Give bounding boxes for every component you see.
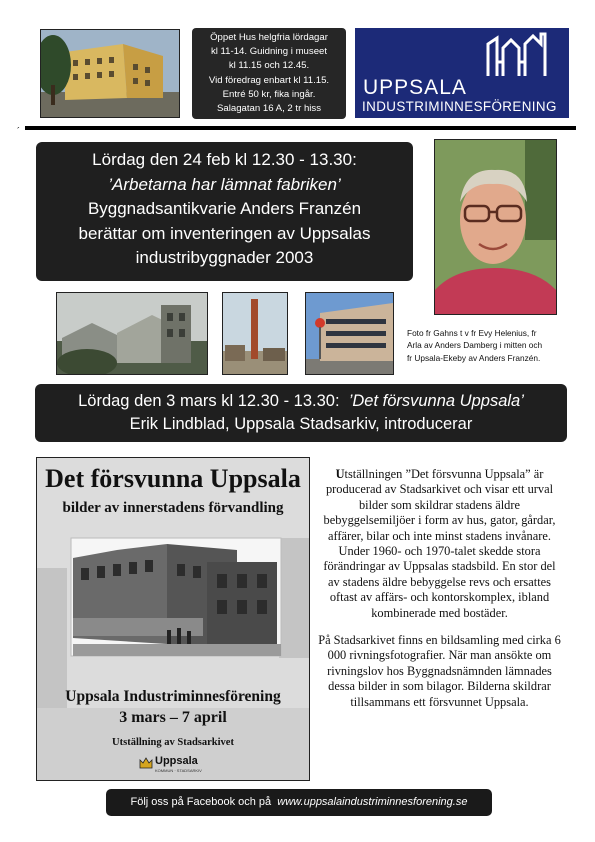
gahns-photo (56, 292, 208, 375)
poster-logo-subtext: KOMMUN · STADSARKIV (155, 768, 202, 773)
info-line: kl 11-14. Guidning i museet (210, 46, 328, 58)
drop-initial: U (335, 467, 345, 481)
crown-icon (139, 756, 153, 770)
logo-title: UPPSALA (363, 76, 467, 99)
poster-logo-text: Uppsala (155, 755, 198, 767)
website-link[interactable]: www.uppsalaindustriminnesforening.se (277, 796, 468, 808)
exhibition-poster (36, 457, 310, 781)
ekeby-photo (305, 292, 394, 375)
event2-title: ’Det försvunna Uppsala’ (348, 392, 524, 410)
caption-line: fr Upsala-Ekeby av Anders Franzén. (407, 352, 541, 363)
footer-bar (106, 789, 492, 816)
event1-date: Lördag den 24 feb kl 12.30 - 13.30: (92, 150, 357, 169)
event2-heading (35, 390, 567, 413)
building-photo (40, 29, 180, 118)
event1-description: berättar om inventeringen av Uppsalas (78, 223, 371, 243)
association-logo (355, 28, 569, 118)
factory-logo-icon (485, 32, 549, 78)
article-text (318, 467, 561, 710)
header-rule (25, 126, 576, 130)
article-p1-text: tställningen ”Det försvunna Uppsala” är producerad av Stadsarkivet och visar ett urval bilder som skildrar stadens äldre bebyggelsemiljöer i form av hus, gator, gårdar, affärer, bilar och inte minst stadens invånare. Under 1960- och 1970-talet skedde stora förändringar av Uppsalas stadsbild. En stor del av stadens äldre bebyggelse revs och ersattes oftast av affärs- och kontorskomplex, ibland kombinerade med bostäder. (323, 467, 556, 620)
poster-logo (137, 754, 217, 776)
event2-box (35, 384, 567, 442)
info-line: Vid föredrag enbart kl 11.15. (208, 74, 330, 86)
poster-subtitle: bilder av innerstadens förvandling (62, 500, 284, 516)
poster-title: Det försvunna Uppsala (45, 464, 301, 493)
event1-description-cont: industribyggnader 2003 (135, 248, 314, 267)
article-paragraph-2: På Stadsarkivet finns en bildsamling med cirka 6 000 rivningsfotografier. När man ansökte om rivningslov hos Byggnadsnämnden lämnades dessa bilder in som bilagor. Bilderna skildrar tillsammans ett försvunnet Uppsala. (318, 633, 561, 709)
opening-info-box (192, 28, 346, 119)
photo-caption (407, 327, 542, 364)
event1-speaker: Byggnadsantikvarie Anders Franzén (87, 199, 362, 218)
rule-mark: ´ (17, 126, 20, 136)
poster-org: Uppsala Industriminnesförening (65, 688, 281, 705)
info-line: Entré 50 kr, fika ingår. (222, 88, 316, 100)
event1-title: ’Arbetarna har lämnat fabriken’ (108, 174, 341, 194)
event2-date: Lördag den 3 mars kl 12.30 - 13.30: (78, 392, 340, 410)
arla-photo (222, 292, 288, 375)
info-line: Öppet Hus helgfria lördagar (210, 32, 328, 43)
event2-speaker: Erik Lindblad, Uppsala Stadsarkiv, introducerar (129, 415, 473, 433)
logo-subtitle: INDUSTRIMINNESFÖRENING (362, 99, 557, 114)
caption-line: Arla av Anders Damberg i mitten och (407, 340, 543, 351)
info-line: Salagatan 16 A, 2 tr hiss (217, 103, 321, 115)
article-paragraph-1 (318, 467, 561, 621)
footer-text: Följ oss på Facebook och på (130, 796, 272, 808)
speaker-portrait (434, 139, 557, 315)
info-line: kl 11.15 och 12.45. (228, 60, 310, 72)
event1-box (36, 142, 413, 281)
caption-line: Foto fr Gahns t v fr Evy Helenius, fr (407, 328, 537, 338)
poster-dates: 3 mars – 7 april (119, 709, 227, 726)
poster-exhibit: Utställning av Stadsarkivet (112, 737, 234, 748)
